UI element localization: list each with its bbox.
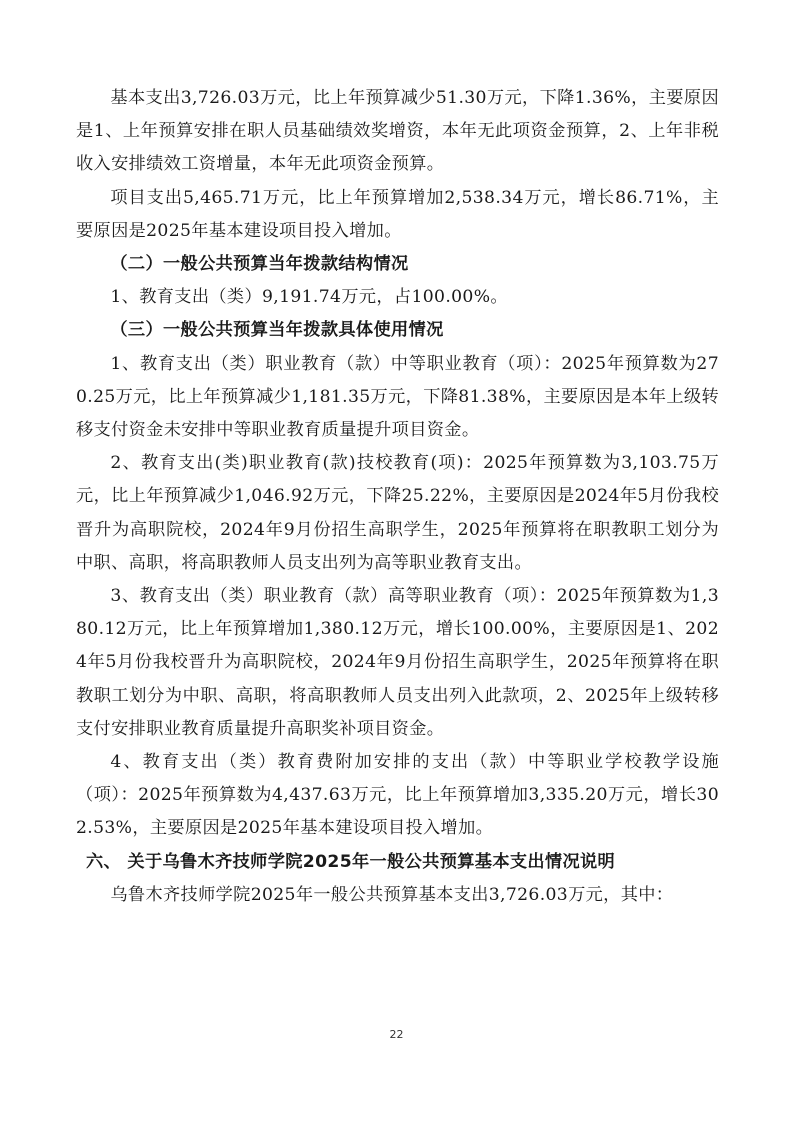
paragraph-basic-expenditure: 基本支出3,726.03万元，比上年预算减少51.30万元，下降1.36%，主要原因是1、上年预算安排在职人员基础绩效奖增资，本年无此项资金预算，2、上年非税收入安排绩效工资增量，本年无此项资金预算。 bbox=[76, 88, 719, 175]
paragraph-technical-school: 2、教育支出(类)职业教育(款)技校教育(项)：2025年预算数为3,103.75万元，比上年预算减少1,046.92万元，下降25.22%，主要原因是2024年5月份我校晋升为高职院校，2024年9月份招生高职学生，2025年预算将在职教职工划分为中职、高职，将高职教师人员支出列为高等职业教育支出。 bbox=[76, 453, 719, 573]
paragraph-higher-vocational: 3、教育支出（类）职业教育（款）高等职业教育（项）：2025年预算数为1,380.12万元，比上年预算增加1,380.12万元，增长100.00%，主要原因是1、2024年5月份我校晋升为高职院校，2024年9月份招生高职学生，2025年预算将在职教职工划分为中职、高职，将高职教师人员支出列入此款项，2、2025年上级转移支付安排职业教育质量提升高职奖补项目资金。 bbox=[76, 586, 719, 739]
section-heading-structure: （二）一般公共预算当年拨款结构情况 bbox=[110, 254, 409, 275]
document-body bbox=[76, 82, 719, 912]
paragraph-education-total: 1、教育支出（类）9,191.74万元，占100.00%。 bbox=[110, 287, 508, 308]
section-heading-usage: （三）一般公共预算当年拨款具体使用情况 bbox=[110, 320, 444, 341]
section-heading-six: 六、 关于乌鲁木齐技师学院2025年一般公共预算基本支出情况说明 bbox=[86, 851, 616, 872]
paragraph-secondary-vocational: 1、教育支出（类）职业教育（款）中等职业教育（项）：2025年预算数为270.25万元，比上年预算减少1,181.35万元，下降81.38%，主要原因是本年上级转移支付资金未安排中等职业教育质量提升项目资金。 bbox=[76, 353, 719, 441]
paragraph-teaching-facilities: 4、教育支出（类）教育费附加安排的支出（款）中等职业学校教学设施（项）：2025年预算数为4,437.63万元，比上年预算增加3,335.20万元，增长302.53%，主要原因是2025年基本建设项目投入增加。 bbox=[76, 752, 719, 839]
paragraph-project-expenditure: 项目支出5,465.71万元，比上年预算增加2,538.34万元，增长86.71%，主要原因是2025年基本建设项目投入增加。 bbox=[76, 187, 719, 241]
page-number: 22 bbox=[389, 1028, 404, 1041]
paragraph-basic-expenditure-intro: 乌鲁木齐技师学院2025年一般公共预算基本支出3,726.03万元，其中： bbox=[110, 884, 674, 905]
